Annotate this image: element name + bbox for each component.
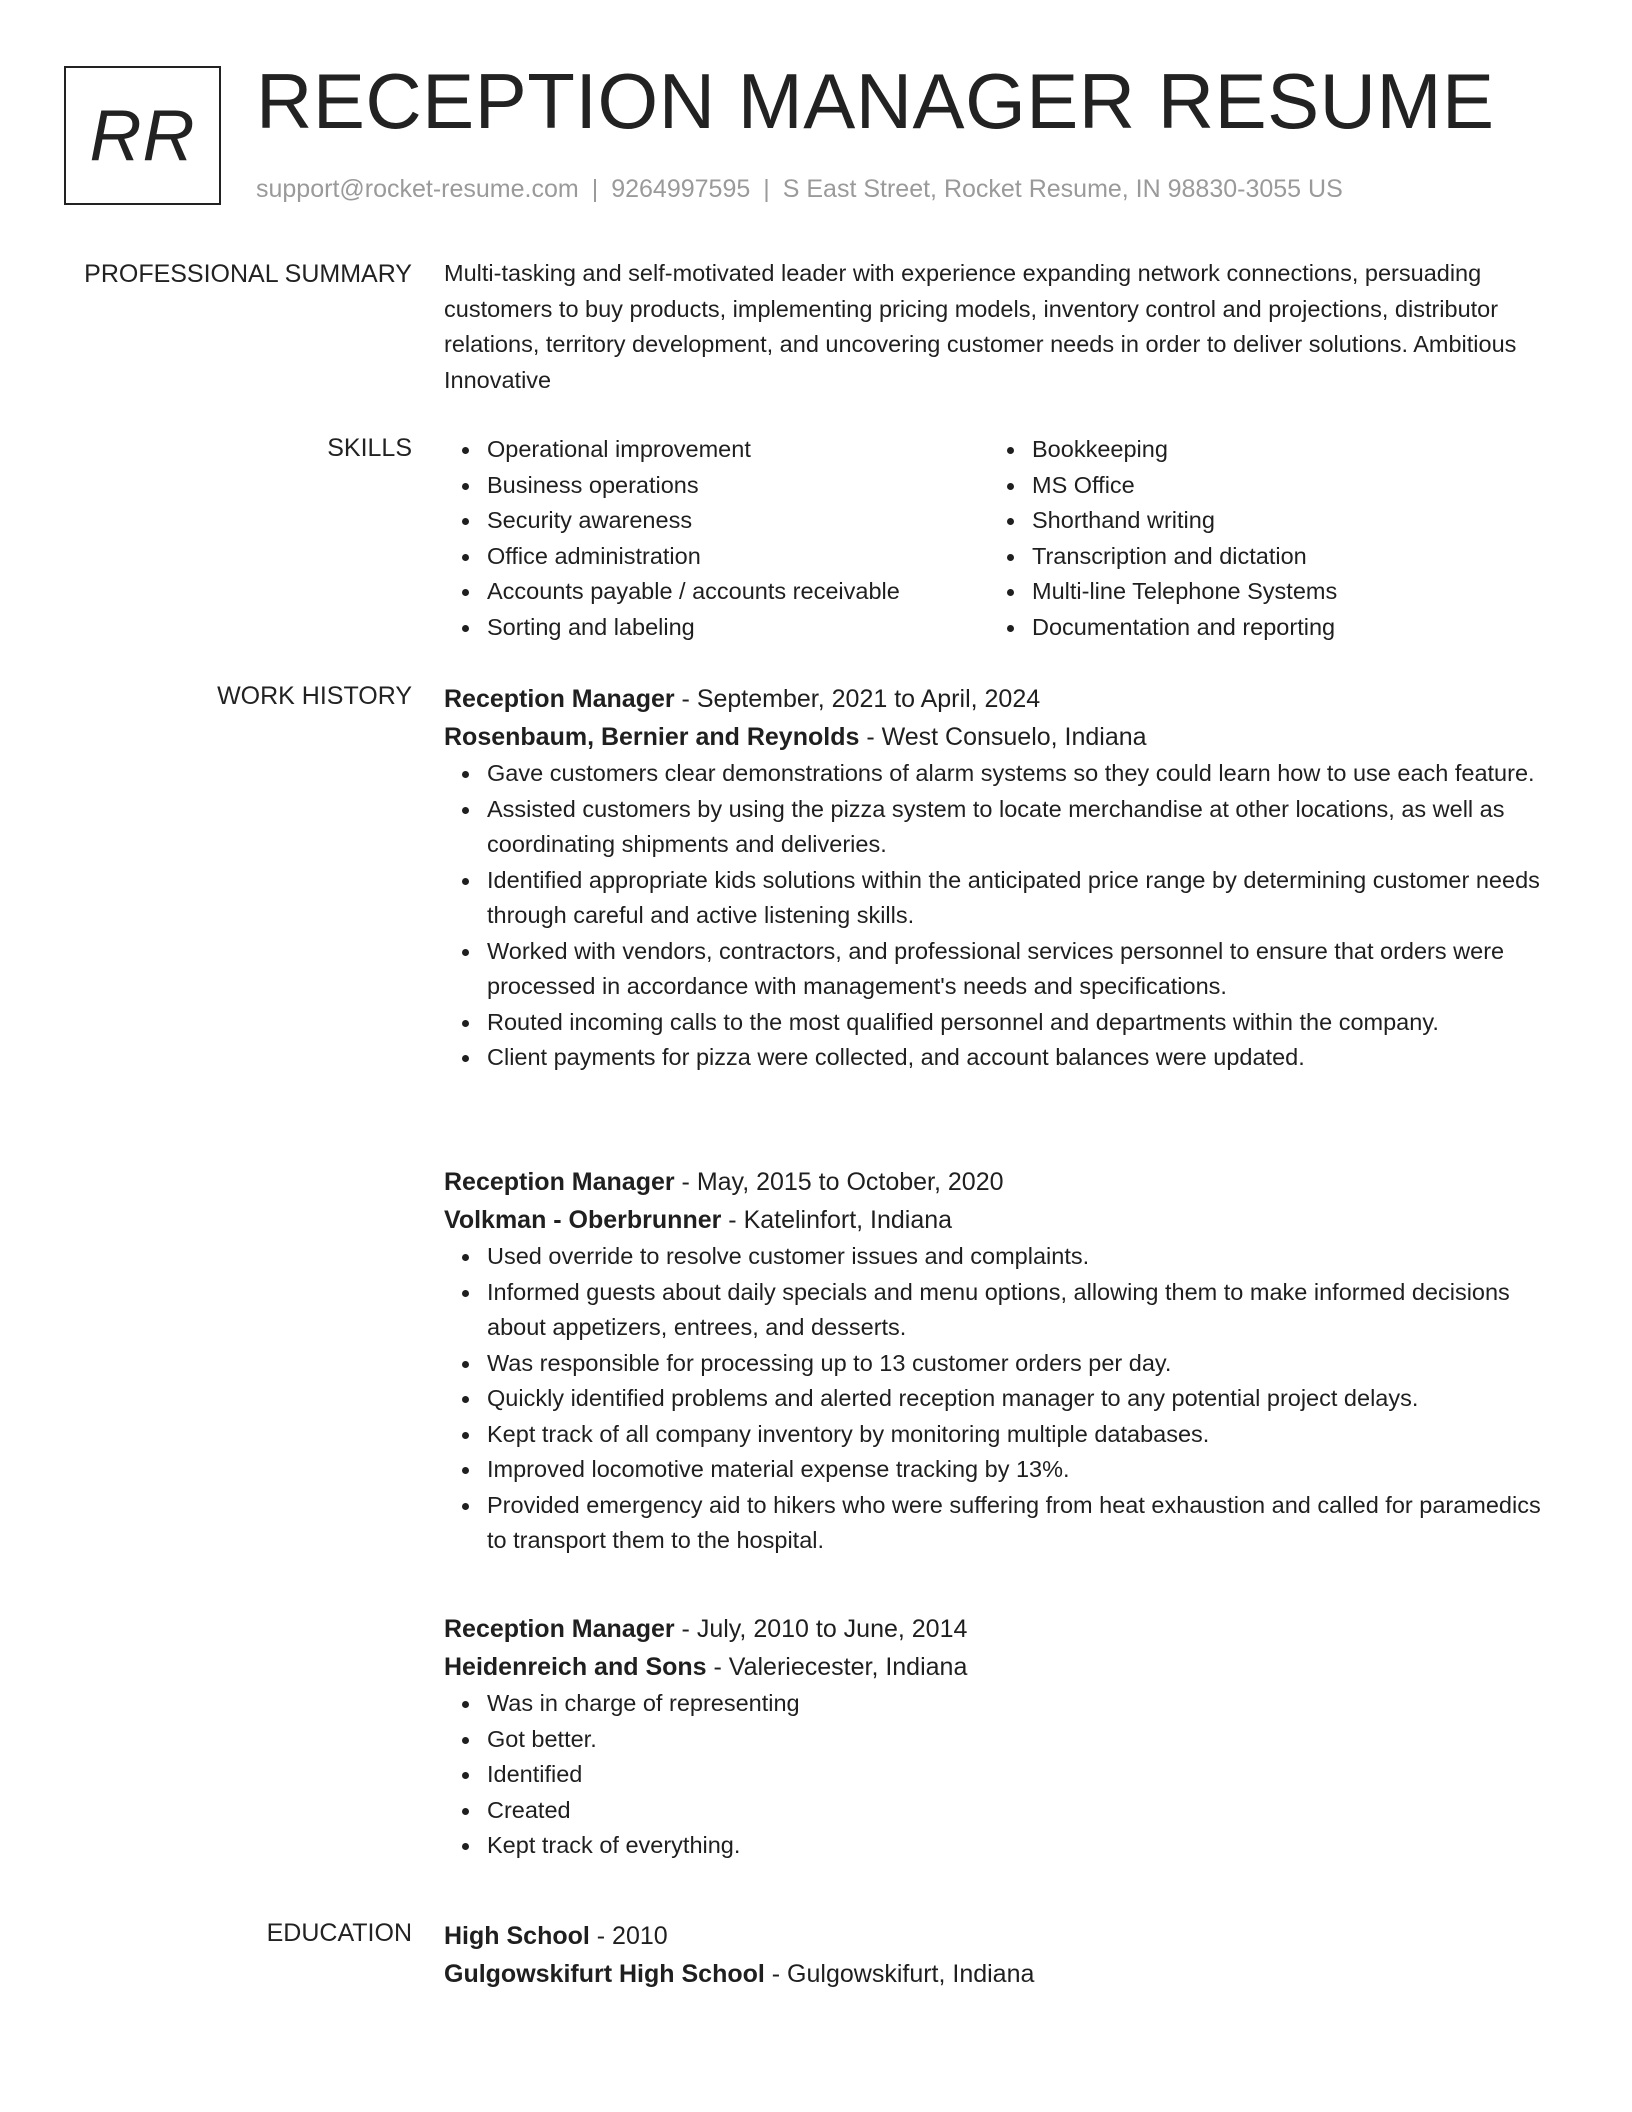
contact-phone: 9264997595: [611, 175, 751, 203]
list-item: Quickly identified problems and alerted reception manager to any potential project delays.: [487, 1381, 1554, 1417]
list-item: Assisted customers by using the pizza system to locate merchandise at other locations, as well as coordinating shipments and deliveries.: [487, 792, 1554, 863]
list-item: Provided emergency aid to hikers who were suffering from heat exhaustion and called for paramedics to transport them to the hospital.: [487, 1488, 1554, 1559]
contact-line: [256, 175, 1343, 204]
job-2: [444, 1163, 1554, 1559]
list-item: Multi-line Telephone Systems: [1032, 574, 1534, 610]
list-item: Client payments for pizza were collected, and account balances were updated.: [487, 1040, 1554, 1076]
list-item: Was responsible for processing up to 13 customer orders per day.: [487, 1346, 1554, 1382]
job-company-line: Volkman - Oberbrunner - Katelinfort, Indiana: [444, 1206, 953, 1234]
contact-separator: |: [763, 175, 770, 203]
list-item: Improved locomotive material expense tracking by 13%.: [487, 1452, 1554, 1488]
list-item: Created: [487, 1793, 1554, 1829]
contact-separator: |: [591, 175, 599, 203]
job-company-line: Heidenreich and Sons - Valeriecester, Indiana: [444, 1653, 968, 1681]
education-degree: High School: [444, 1922, 590, 1950]
education-school: Gulgowskifurt High School: [444, 1960, 765, 1988]
job-title: Reception Manager: [444, 685, 675, 713]
job-title-line: Reception Manager - September, 2021 to April, 2024: [444, 685, 1041, 713]
list-item: MS Office: [1032, 468, 1534, 504]
skills-column-left: [444, 432, 989, 645]
list-item: Security awareness: [487, 503, 989, 539]
job-dates: September, 2021 to April, 2024: [696, 685, 1041, 713]
skills-label: SKILLS: [327, 434, 412, 462]
education-year: 2010: [612, 1922, 668, 1950]
summary-label: PROFESSIONAL SUMMARY: [84, 260, 412, 288]
list-item: Informed guests about daily specials and menu options, allowing them to make informed decisions about appetizers, entrees, and desserts.: [487, 1275, 1554, 1346]
contact-email: support@rocket-resume.com: [256, 175, 579, 203]
list-item: Was in charge of representing: [487, 1686, 1554, 1722]
list-item: Transcription and dictation: [1032, 539, 1534, 575]
education-degree-line: High School - 2010: [444, 1922, 668, 1950]
list-item: Kept track of everything.: [487, 1828, 1554, 1864]
job-title-line: Reception Manager - May, 2015 to October, 2020: [444, 1168, 1004, 1196]
job-3: [444, 1610, 1554, 1864]
contact-address: S East Street, Rocket Resume, IN 98830-3055 US: [782, 175, 1343, 203]
list-item: Office administration: [487, 539, 989, 575]
work-label: WORK HISTORY: [217, 682, 412, 710]
list-item: Documentation and reporting: [1032, 610, 1534, 646]
resume-title: RECEPTION MANAGER RESUME: [256, 57, 1495, 145]
list-item: Used override to resolve customer issues and complaints.: [487, 1239, 1554, 1275]
list-item: Identified: [487, 1757, 1554, 1793]
job-company: Volkman - Oberbrunner: [444, 1206, 722, 1234]
skills-column-right: [989, 432, 1534, 645]
summary-text: Multi-tasking and self-motivated leader with experience expanding network connections, persuading customers to buy products, implementing pricing models, inventory control and projections, distributor relations, territory development, and uncovering customer needs in order to deliver solutions. Ambitious Innovative: [444, 260, 1517, 393]
list-item: Got better.: [487, 1722, 1554, 1758]
job-title: Reception Manager: [444, 1615, 675, 1643]
job-dates: May, 2015 to October, 2020: [696, 1168, 1004, 1196]
job-title: Reception Manager: [444, 1168, 675, 1196]
list-item: Business operations: [487, 468, 989, 504]
job-company: Rosenbaum, Bernier and Reynolds: [444, 723, 860, 751]
job-location: Katelinfort, Indiana: [743, 1206, 953, 1234]
list-item: Worked with vendors, contractors, and professional services personnel to ensure that orders were processed in accordance with management's needs and specifications.: [487, 934, 1554, 1005]
job-1: [444, 680, 1554, 1076]
job-location: Valeriecester, Indiana: [728, 1653, 968, 1681]
list-item: Kept track of all company inventory by monitoring multiple databases.: [487, 1417, 1554, 1453]
job-location: West Consuelo, Indiana: [881, 723, 1147, 751]
education-location: Gulgowskifurt, Indiana: [787, 1960, 1035, 1988]
list-item: Routed incoming calls to the most qualified personnel and departments within the company.: [487, 1005, 1554, 1041]
job-dates: July, 2010 to June, 2014: [696, 1615, 968, 1643]
job-title-line: Reception Manager - July, 2010 to June, 2014: [444, 1615, 968, 1643]
list-item: Sorting and labeling: [487, 610, 989, 646]
education-body: [444, 1917, 1554, 1993]
education-label: EDUCATION: [266, 1919, 412, 1947]
list-item: Bookkeeping: [1032, 432, 1534, 468]
skills-body: [444, 432, 1554, 645]
job-company-line: Rosenbaum, Bernier and Reynolds - West Consuelo, Indiana: [444, 723, 1147, 751]
list-item: Operational improvement: [487, 432, 989, 468]
list-item: Shorthand writing: [1032, 503, 1534, 539]
list-item: Identified appropriate kids solutions within the anticipated price range by determining customer needs through careful and active listening skills.: [487, 863, 1554, 934]
job-company: Heidenreich and Sons: [444, 1653, 707, 1681]
monogram-box: RR: [64, 66, 221, 205]
education-school-line: Gulgowskifurt High School - Gulgowskifurt, Indiana: [444, 1960, 1035, 1988]
list-item: Gave customers clear demonstrations of alarm systems so they could learn how to use each feature.: [487, 756, 1554, 792]
list-item: Accounts payable / accounts receivable: [487, 574, 989, 610]
